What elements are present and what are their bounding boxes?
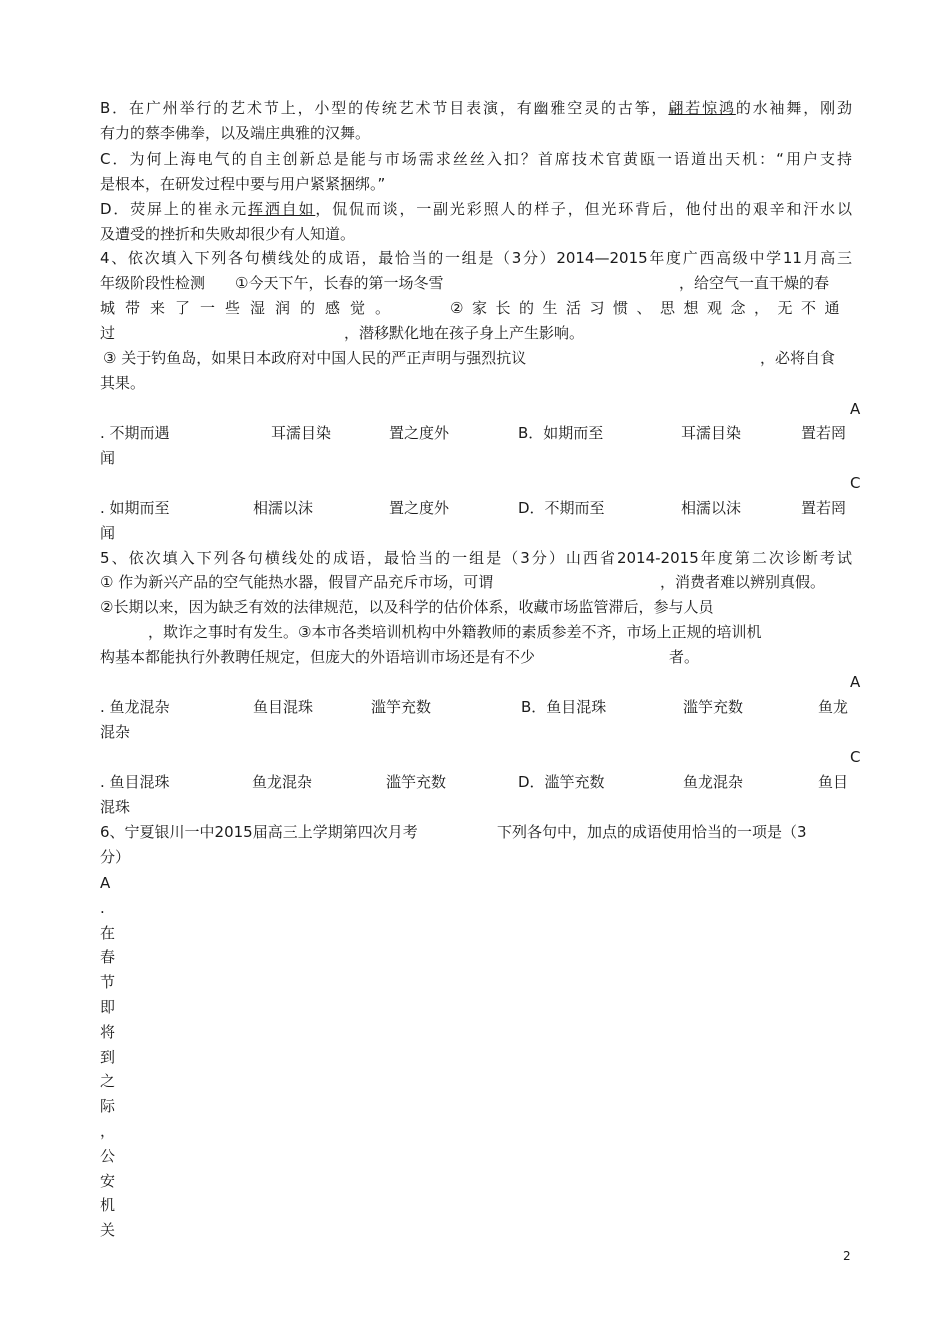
q5-stem-line3: ②长期以来，因为缺乏有效的法律规范，以及科学的估价体系，收藏市场监管滞后，参与人员 bbox=[100, 598, 714, 616]
q6-option-a-vertical-text: A . 在 春 节 即 将 到 之 际 ， 公 安 机 关 bbox=[100, 874, 116, 1240]
q5-option-c-idiom-2: 鱼龙混杂 bbox=[252, 773, 313, 791]
q4-option-a-letter: A bbox=[850, 400, 861, 418]
q4-stem-line2b: ，给空气一直干燥的春 bbox=[679, 274, 830, 292]
q5-stem-line2b: ，消费者难以辨别真假。 bbox=[660, 573, 826, 591]
q4-option-c-idiom-3: 置之度外 bbox=[389, 499, 450, 517]
q5-stem-line1: 5、依次填入下列各句横线处的成语，最恰当的一组是（3分）山西省2014-2015年度第二次诊断考试 bbox=[100, 549, 852, 567]
q3-option-d-idiom: 挥洒自如 bbox=[248, 200, 316, 218]
q6-stem-line1a: 6、宁夏银川一中2015届高三上学期第四次月考 bbox=[100, 823, 418, 841]
q4-option-a-idiom-3: 置之度外 bbox=[389, 424, 450, 442]
q5-option-a-idiom-2: 鱼目混珠 bbox=[253, 698, 314, 716]
q4-stem-line1: 4、依次填入下列各句横线处的成语，最恰当的一组是（3分）2014—2015年度广西高级中学11月高三 bbox=[100, 249, 852, 267]
q5-option-c-idiom-1: . 鱼目混珠 bbox=[100, 773, 170, 791]
q4-stem-line4a: 过 bbox=[100, 324, 116, 342]
q4-option-c-idiom-1: . 如期而至 bbox=[100, 499, 170, 517]
q5-option-d-idiom-1: D．滥竽充数 bbox=[518, 773, 605, 791]
q4-stem-line3b: ②家长的生活习惯、思想观念，无不通 bbox=[450, 299, 848, 317]
q4-option-d-idiom-3: 置若罔 bbox=[801, 499, 847, 517]
page-number: 2 bbox=[843, 1249, 851, 1263]
q3-option-b-idiom: 翩若惊鸿 bbox=[668, 99, 736, 117]
q4-stem-line4b: ，潜移默化地在孩子身上产生影响。 bbox=[344, 324, 585, 342]
q4-option-b-idiom-3: 置若罔 bbox=[801, 424, 847, 442]
q3-option-d-line1: D．荧屏上的崔永元挥洒自如，侃侃而谈，一副光彩照人的样子，但光环背后，他付出的艰辛和汗水以 bbox=[100, 200, 852, 218]
q3-option-c-line1: C．为何上海电气的自主创新总是能与市场需求丝丝入扣？首席技术官黄瓯一语道出天机：“用户支持 bbox=[100, 150, 852, 168]
q5-option-d-wrap: 混珠 bbox=[100, 798, 131, 816]
q4-option-d-wrap: 闻 bbox=[100, 524, 116, 542]
q4-stem-line5a: ③ 关于钓鱼岛，如果日本政府对中国人民的严正声明与强烈抗议 bbox=[103, 349, 527, 367]
q5-stem-line5a: 构基本都能执行外教聘任规定，但庞大的外语培训市场还是有不少 bbox=[100, 648, 536, 666]
q4-option-b-wrap: 闻 bbox=[100, 449, 116, 467]
q5-option-a-idiom-3: 滥竽充数 bbox=[371, 698, 432, 716]
q4-option-c-idiom-2: 相濡以沫 bbox=[253, 499, 314, 517]
q4-option-d-idiom-2: 相濡以沫 bbox=[681, 499, 742, 517]
q6-stem-line1b: 下列各句中，加点的成语使用恰当的一项是（3 bbox=[497, 823, 807, 841]
q5-stem-line5b: 者。 bbox=[669, 648, 700, 666]
q3-option-d-line2: 及遭受的挫折和失败却很少有人知道。 bbox=[100, 225, 356, 243]
q4-stem-line3a: 城带来了一些湿润的感觉。 bbox=[100, 299, 401, 317]
q4-stem-line2a: 年级阶段性检测 ①今天下午，长春的第一场冬雪 bbox=[100, 274, 444, 292]
q5-option-d-idiom-3: 鱼目 bbox=[818, 773, 849, 791]
q5-option-d-idiom-2: 鱼龙混杂 bbox=[683, 773, 744, 791]
q5-stem-line2a: ① 作为新兴产品的空气能热水器，假冒产品充斥市场，可谓 bbox=[100, 573, 494, 591]
q5-stem-line4: ，欺诈之事时有发生。③本市各类培训机构中外籍教师的素质参差不齐，市场上正规的培训机 bbox=[148, 623, 762, 641]
q3-option-c-line2: 是根本，在研发过程中要与用户紧紧捆绑。” bbox=[100, 175, 386, 193]
q5-option-a-idiom-1: . 鱼龙混杂 bbox=[100, 698, 170, 716]
q5-option-c-letter: C bbox=[850, 748, 861, 766]
q5-option-c-idiom-3: 滥竽充数 bbox=[386, 773, 447, 791]
q5-option-b-idiom-3: 鱼龙 bbox=[818, 698, 849, 716]
q4-option-b-idiom-2: 耳濡目染 bbox=[681, 424, 742, 442]
q4-option-b-idiom-1: B．如期而至 bbox=[518, 424, 604, 442]
q5-option-a-letter: A bbox=[850, 673, 861, 691]
q5-option-b-wrap: 混杂 bbox=[100, 723, 131, 741]
q4-stem-line6: 其果。 bbox=[100, 374, 146, 392]
q6-stem-line2: 分） bbox=[100, 848, 131, 866]
q5-option-b-idiom-1: B．鱼目混珠 bbox=[521, 698, 607, 716]
q3-option-b-line1: B．在广州举行的艺术节上，小型的传统艺术节目表演，有幽雅空灵的古筝，翩若惊鸿的水袖舞，刚劲 bbox=[100, 99, 852, 117]
q3-option-b-line2: 有力的蔡李佛拳，以及端庄典雅的汉舞。 bbox=[100, 124, 371, 142]
q4-option-a-idiom-2: 耳濡目染 bbox=[271, 424, 332, 442]
q4-option-a-idiom-1: . 不期而遇 bbox=[100, 424, 170, 442]
q4-stem-line5b: ，必将自食 bbox=[760, 349, 836, 367]
q4-option-c-letter: C bbox=[850, 474, 861, 492]
q4-option-d-idiom-1: D．不期而至 bbox=[518, 499, 605, 517]
q5-option-b-idiom-2: 滥竽充数 bbox=[683, 698, 744, 716]
